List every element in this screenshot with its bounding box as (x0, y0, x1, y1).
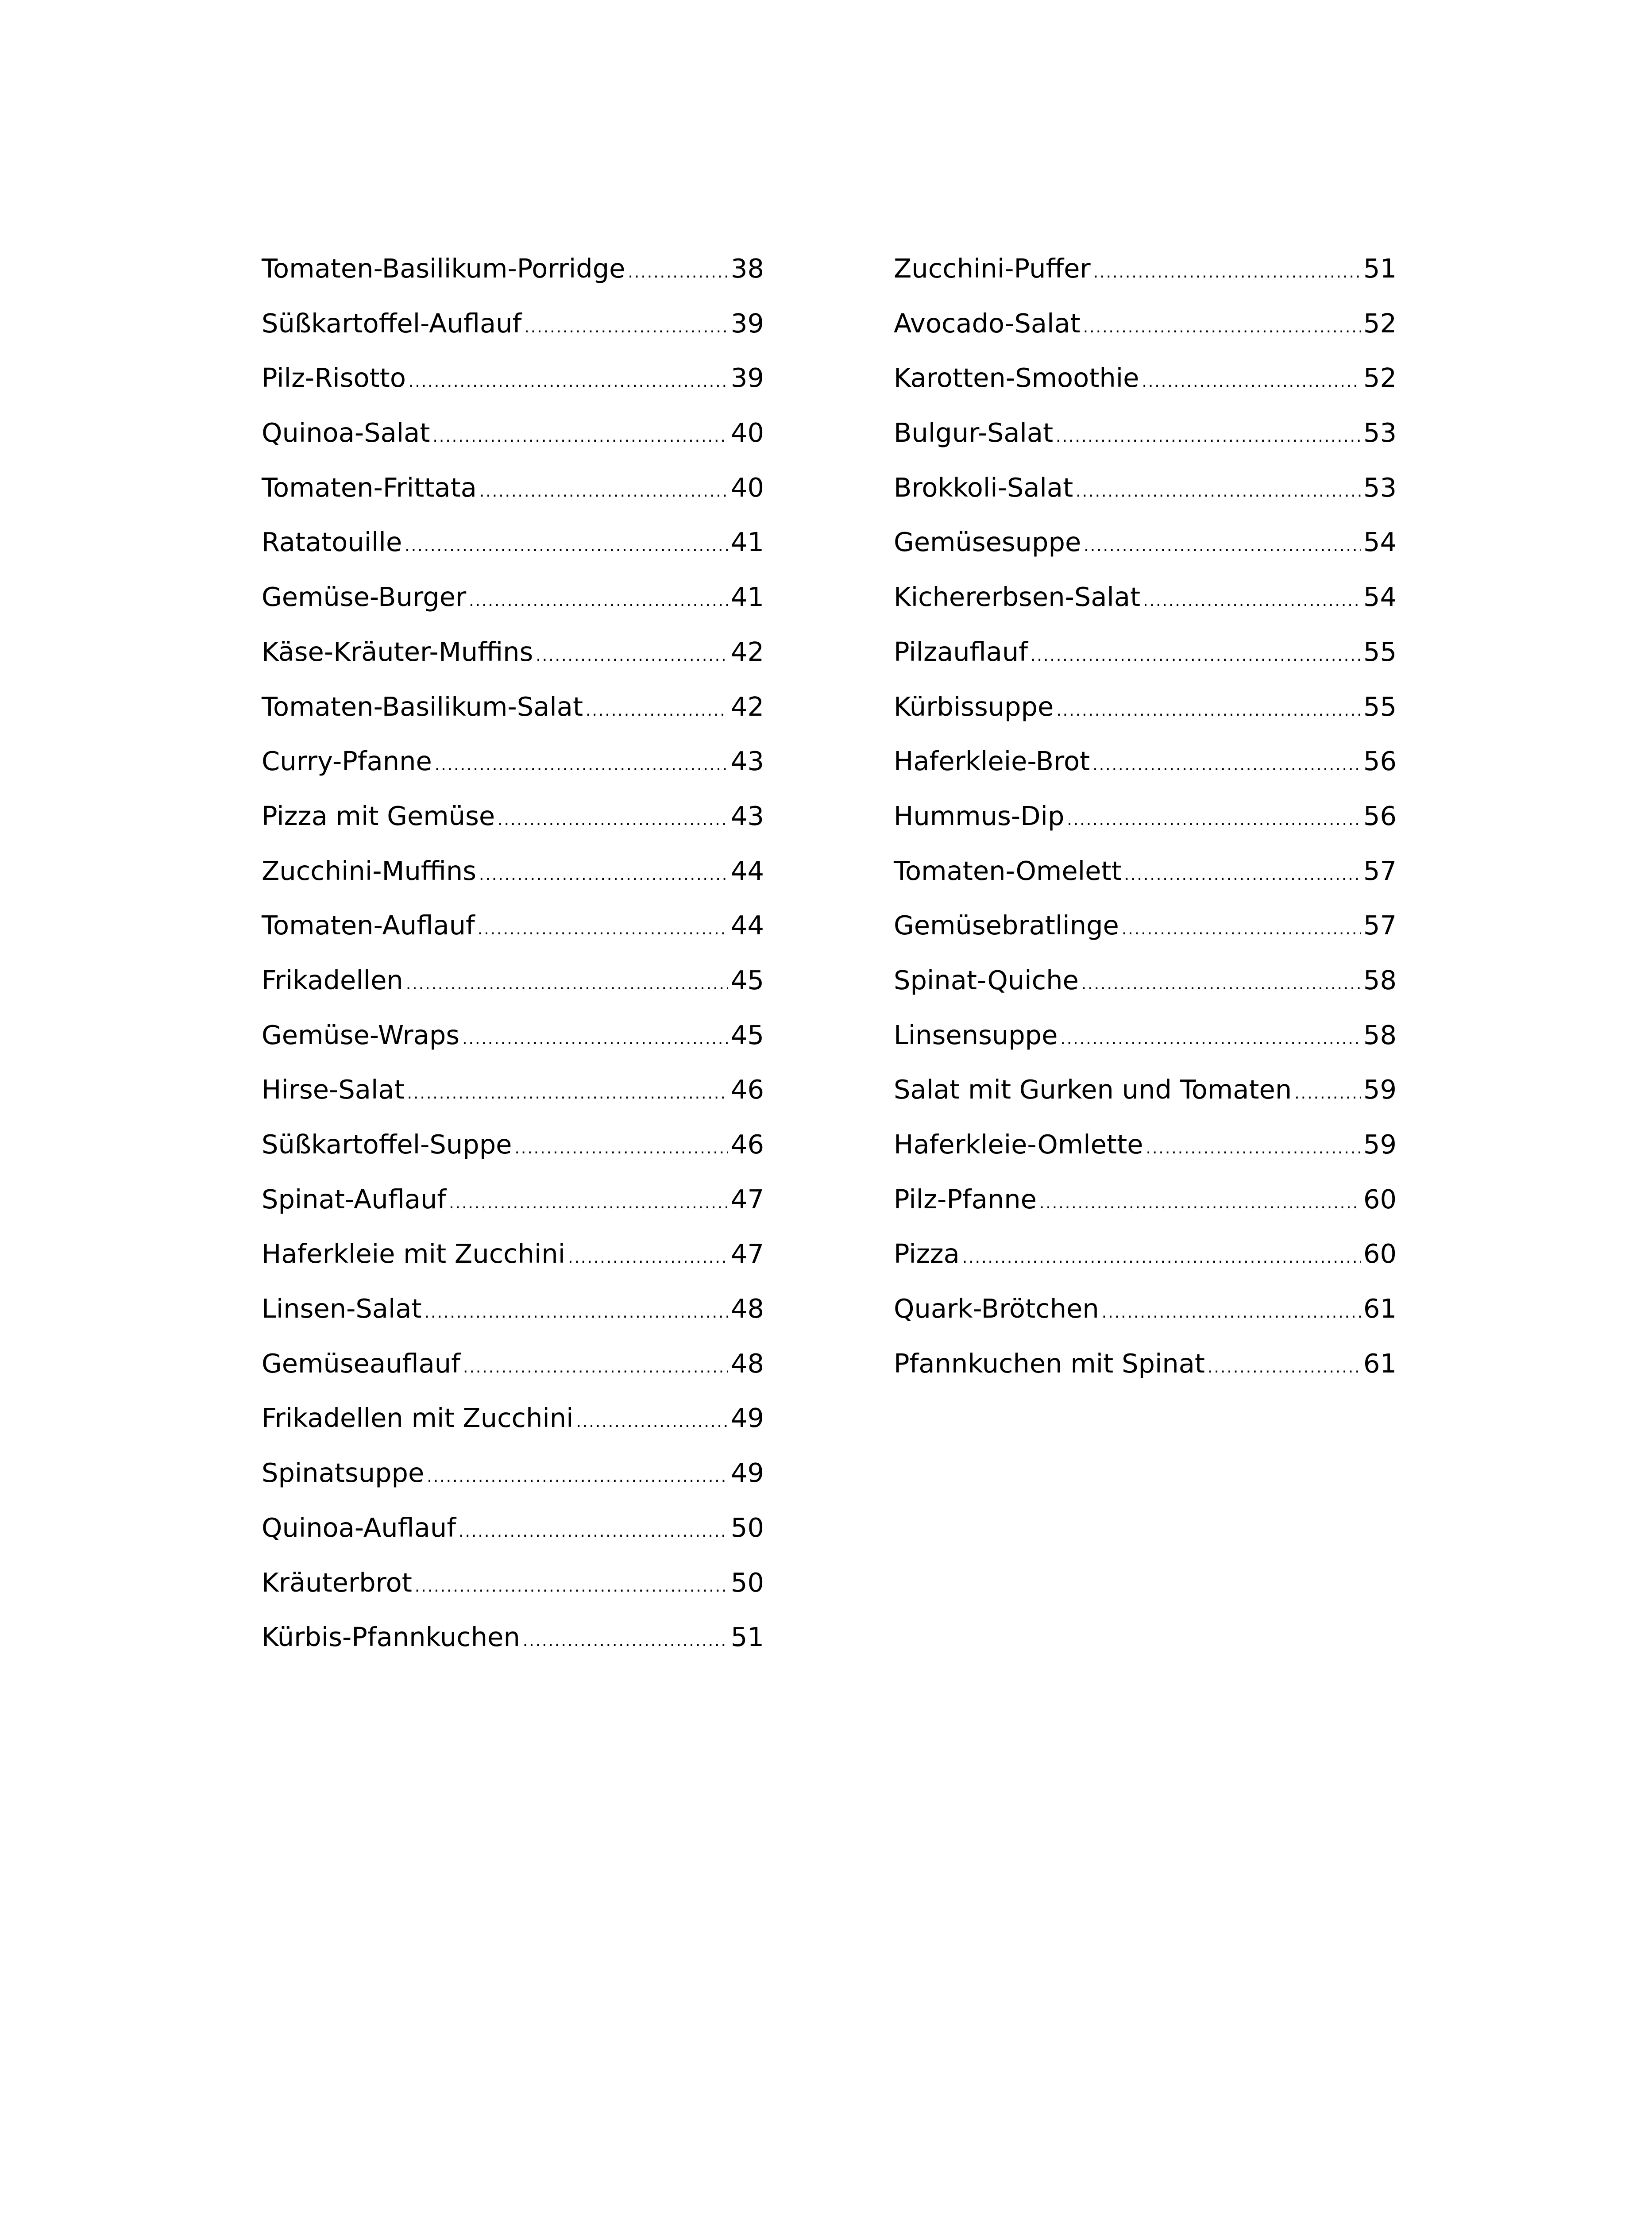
toc-entry-page-number: 59 (1363, 1129, 1397, 1160)
toc-entry-page-number: 50 (730, 1512, 764, 1543)
toc-entry-title: Gemüse-Burger (262, 582, 467, 613)
toc-entry-title: Ratatouille (262, 527, 402, 558)
toc-entry-page-number: 61 (1363, 1348, 1397, 1379)
toc-dot-leader (498, 812, 728, 828)
toc-dot-leader (1092, 757, 1361, 773)
toc-entry-title: Karotten-Smoothie (894, 362, 1139, 393)
toc-dot-leader (1142, 374, 1360, 390)
toc-dot-leader (962, 1250, 1361, 1266)
toc-dot-leader (586, 703, 728, 719)
toc-entry-title: Brokkoli-Salat (894, 472, 1073, 503)
toc-dot-leader (407, 1086, 728, 1102)
toc-entry-title: Spinat-Auflauf (262, 1184, 447, 1214)
toc-entry-title: Kichererbsen-Salat (894, 582, 1141, 613)
toc-entry-title: Kürbis-Pfannkuchen (262, 1622, 520, 1653)
toc-entry (262, 310, 764, 365)
toc-entry-title: Haferkleie-Brot (894, 746, 1090, 777)
toc-entry (262, 1457, 764, 1515)
toc-dot-leader (1143, 593, 1361, 609)
toc-entry-title: Zucchini-Puffer (894, 253, 1091, 284)
toc-entry-title: Linsensuppe (894, 1019, 1058, 1050)
toc-entry-title: Quinoa-Salat (262, 417, 430, 448)
toc-dot-leader (1102, 1305, 1361, 1321)
toc-entry (894, 1076, 1397, 1131)
toc-entry-title: Bulgur-Salat (894, 417, 1054, 448)
toc-entry-page-number: 42 (730, 636, 764, 667)
toc-entry (262, 1238, 764, 1295)
toc-entry-title: Kürbissuppe (894, 691, 1054, 722)
toc-entry-page-number: 53 (1363, 417, 1397, 448)
toc-entry-title: Tomaten-Basilikum-Porridge (262, 253, 625, 284)
toc-dot-leader (479, 484, 728, 500)
toc-entry (262, 691, 764, 748)
toc-entry (262, 636, 764, 694)
toc-dot-leader (415, 1579, 728, 1595)
toc-dot-leader (576, 1414, 728, 1430)
toc-dot-leader (1083, 320, 1361, 335)
toc-entry-title: Salat mit Gurken und Tomaten (894, 1074, 1292, 1105)
toc-entry-title: Linsen-Salat (262, 1293, 422, 1324)
toc-entry (262, 1350, 764, 1405)
toc-entry-page-number: 46 (730, 1074, 764, 1105)
toc-dot-leader (523, 1633, 728, 1649)
toc-entry-page-number: 44 (730, 910, 764, 941)
toc-dot-leader (405, 538, 728, 554)
toc-entry-title: Tomaten-Omelett (894, 855, 1122, 886)
toc-entry (262, 855, 764, 913)
toc-entry (894, 584, 1397, 639)
toc-entry-title: Pizza (894, 1238, 960, 1269)
toc-entry (262, 417, 764, 474)
toc-entry-page-number: 45 (730, 1019, 764, 1050)
toc-dot-leader (459, 1524, 728, 1540)
toc-entry-title: Hirse-Salat (262, 1074, 405, 1105)
toc-entry-page-number: 42 (730, 691, 764, 722)
toc-entry (894, 1131, 1397, 1186)
toc-entry (894, 855, 1397, 913)
toc-entry-title: Quinoa-Auflauf (262, 1512, 456, 1543)
toc-entry-page-number: 51 (730, 1622, 764, 1653)
toc-entry-page-number: 57 (1363, 855, 1397, 886)
toc-entry-page-number: 54 (1363, 582, 1397, 613)
toc-dot-leader (1208, 1360, 1361, 1376)
toc-entry (262, 1624, 764, 1679)
toc-entry-page-number: 52 (1363, 308, 1397, 339)
toc-dot-leader (478, 921, 728, 937)
toc-entry-page-number: 40 (730, 472, 764, 503)
toc-dot-leader (1067, 812, 1361, 828)
toc-entry-title: Avocado-Salat (894, 308, 1081, 339)
toc-entry-page-number: 56 (1363, 800, 1397, 831)
toc-entry (894, 529, 1397, 584)
toc-entry-title: Haferkleie-Omlette (894, 1129, 1143, 1160)
toc-entry (894, 636, 1397, 694)
toc-dot-leader (536, 648, 728, 664)
toc-dot-leader (1056, 703, 1361, 719)
toc-dot-leader (406, 976, 728, 992)
toc-entry-title: Tomaten-Basilikum-Salat (262, 691, 583, 722)
toc-entry (262, 1512, 764, 1569)
toc-entry-title: Tomaten-Frittata (262, 472, 477, 503)
toc-dot-leader (524, 320, 728, 335)
toc-dot-leader (514, 1141, 728, 1157)
toc-entry-page-number: 50 (730, 1567, 764, 1598)
toc-entry (894, 474, 1397, 529)
toc-entry-page-number: 44 (730, 855, 764, 886)
toc-entry-page-number: 41 (730, 527, 764, 558)
toc-entry (894, 964, 1397, 1022)
toc-entry-page-number: 56 (1363, 746, 1397, 777)
toc-entry (262, 474, 764, 529)
toc-entry-page-number: 48 (730, 1348, 764, 1379)
toc-entry-page-number: 60 (1363, 1184, 1397, 1214)
toc-entry-title: Tomaten-Auflauf (262, 910, 475, 941)
toc-entry (262, 912, 764, 967)
toc-entry-page-number: 55 (1363, 691, 1397, 722)
toc-entry (262, 255, 764, 310)
toc-entry (894, 1186, 1397, 1241)
toc-entry (262, 1405, 764, 1460)
toc-entry (262, 1186, 764, 1241)
toc-entry-page-number: 48 (730, 1293, 764, 1324)
toc-entry-title: Gemüse-Wraps (262, 1019, 460, 1050)
toc-entry-page-number: 41 (730, 582, 764, 613)
toc-entry-page-number: 39 (730, 308, 764, 339)
toc-entry-page-number: 38 (730, 253, 764, 284)
toc-entry-page-number: 43 (730, 800, 764, 831)
toc-entry-page-number: 58 (1363, 964, 1397, 995)
toc-dot-leader (479, 867, 728, 883)
toc-dot-leader (409, 374, 728, 390)
toc-entry-title: Gemüsebratlinge (894, 910, 1119, 941)
toc-entry-title: Gemüsesuppe (894, 527, 1081, 558)
toc-dot-leader (427, 1469, 728, 1485)
toc-entry (894, 1350, 1397, 1405)
toc-entry-page-number: 46 (730, 1129, 764, 1160)
toc-entry (262, 584, 764, 639)
toc-entry-title: Kräuterbrot (262, 1567, 412, 1598)
toc-entry-page-number: 39 (730, 362, 764, 393)
toc-dot-leader (1039, 1195, 1361, 1211)
toc-dot-leader (1056, 429, 1361, 445)
toc-dot-leader (425, 1305, 728, 1321)
toc-entry (894, 362, 1397, 420)
toc-entry-title: Frikadellen mit Zucchini (262, 1403, 574, 1434)
toc-entry-page-number: 43 (730, 746, 764, 777)
toc-entry-title: Haferkleie mit Zucchini (262, 1238, 566, 1269)
toc-entry-page-number: 49 (730, 1403, 764, 1434)
toc-entry (262, 362, 764, 420)
toc-entry (894, 1295, 1397, 1350)
toc-dot-leader (1124, 867, 1361, 883)
toc-entry (262, 1295, 764, 1350)
toc-dot-leader (628, 265, 728, 281)
toc-entry-title: Pfannkuchen mit Spinat (894, 1348, 1205, 1379)
toc-entry-title: Curry-Pfanne (262, 746, 432, 777)
toc-entry-page-number: 60 (1363, 1238, 1397, 1269)
toc-entry-page-number: 45 (730, 964, 764, 995)
toc-dot-leader (462, 1031, 728, 1047)
toc-entry (262, 1019, 764, 1077)
toc-entry (894, 800, 1397, 858)
toc-entry (262, 964, 764, 1022)
toc-entry-title: Spinat-Quiche (894, 964, 1079, 995)
toc-entry (262, 748, 764, 803)
toc-entry (894, 912, 1397, 967)
toc-dot-leader (1122, 921, 1361, 937)
toc-entry (894, 691, 1397, 748)
toc-entry-title: Hummus-Dip (894, 800, 1065, 831)
toc-entry-title: Pilz-Risotto (262, 362, 406, 393)
toc-entry-page-number: 59 (1363, 1074, 1397, 1105)
toc-dot-leader (1076, 484, 1361, 500)
toc-entry-title: Frikadellen (262, 964, 403, 995)
toc-dot-leader (435, 757, 728, 773)
toc-entry-page-number: 58 (1363, 1019, 1397, 1050)
toc-entry-title: Süßkartoffel-Auflauf (262, 308, 522, 339)
toc-dot-leader (432, 429, 728, 445)
toc-entry-title: Pilz-Pfanne (894, 1184, 1037, 1214)
toc-dot-leader (463, 1360, 728, 1376)
toc-entry (894, 1238, 1397, 1295)
toc-entry-title: Käse-Kräuter-Muffins (262, 636, 533, 667)
toc-entry-title: Spinatsuppe (262, 1457, 425, 1488)
toc-entry-title: Quark-Brötchen (894, 1293, 1099, 1324)
toc-entry (894, 310, 1397, 365)
toc-entry (894, 1019, 1397, 1077)
toc-dot-leader (1031, 648, 1361, 664)
toc-dot-leader (568, 1250, 728, 1266)
toc-entry-page-number: 52 (1363, 362, 1397, 393)
toc-dot-leader (1084, 538, 1361, 554)
toc-entry-page-number: 40 (730, 417, 764, 448)
toc-entry (894, 417, 1397, 474)
toc-entry-page-number: 49 (730, 1457, 764, 1488)
toc-entry-page-number: 61 (1363, 1293, 1397, 1324)
toc-dot-leader (1294, 1086, 1361, 1102)
toc-dot-leader (469, 593, 728, 609)
toc-entry-title: Pilzauflauf (894, 636, 1028, 667)
toc-entry (262, 800, 764, 858)
toc-entry (262, 1076, 764, 1131)
toc-column-left (262, 255, 764, 1679)
toc-entry (262, 1131, 764, 1186)
toc-entry-title: Zucchini-Muffins (262, 855, 477, 886)
toc-entry-page-number: 57 (1363, 910, 1397, 941)
toc-entry (262, 1569, 764, 1624)
toc-dot-leader (1060, 1031, 1361, 1047)
toc-entry-page-number: 47 (730, 1184, 764, 1214)
toc-entry (894, 748, 1397, 803)
toc-entry-page-number: 51 (1363, 253, 1397, 284)
toc-entry-page-number: 53 (1363, 472, 1397, 503)
toc-dot-leader (1081, 976, 1361, 992)
toc-entry-page-number: 55 (1363, 636, 1397, 667)
toc-entry-title: Süßkartoffel-Suppe (262, 1129, 512, 1160)
toc-entry-title: Pizza mit Gemüse (262, 800, 495, 831)
toc-column-right (894, 255, 1397, 1405)
toc-entry (262, 529, 764, 584)
toc-entry-page-number: 47 (730, 1238, 764, 1269)
toc-entry-page-number: 54 (1363, 527, 1397, 558)
toc-dot-leader (449, 1195, 728, 1211)
toc-dot-leader (1146, 1141, 1361, 1157)
toc-entry (894, 255, 1397, 310)
toc-dot-leader (1093, 265, 1361, 281)
toc-entry-title: Gemüseauflauf (262, 1348, 460, 1379)
